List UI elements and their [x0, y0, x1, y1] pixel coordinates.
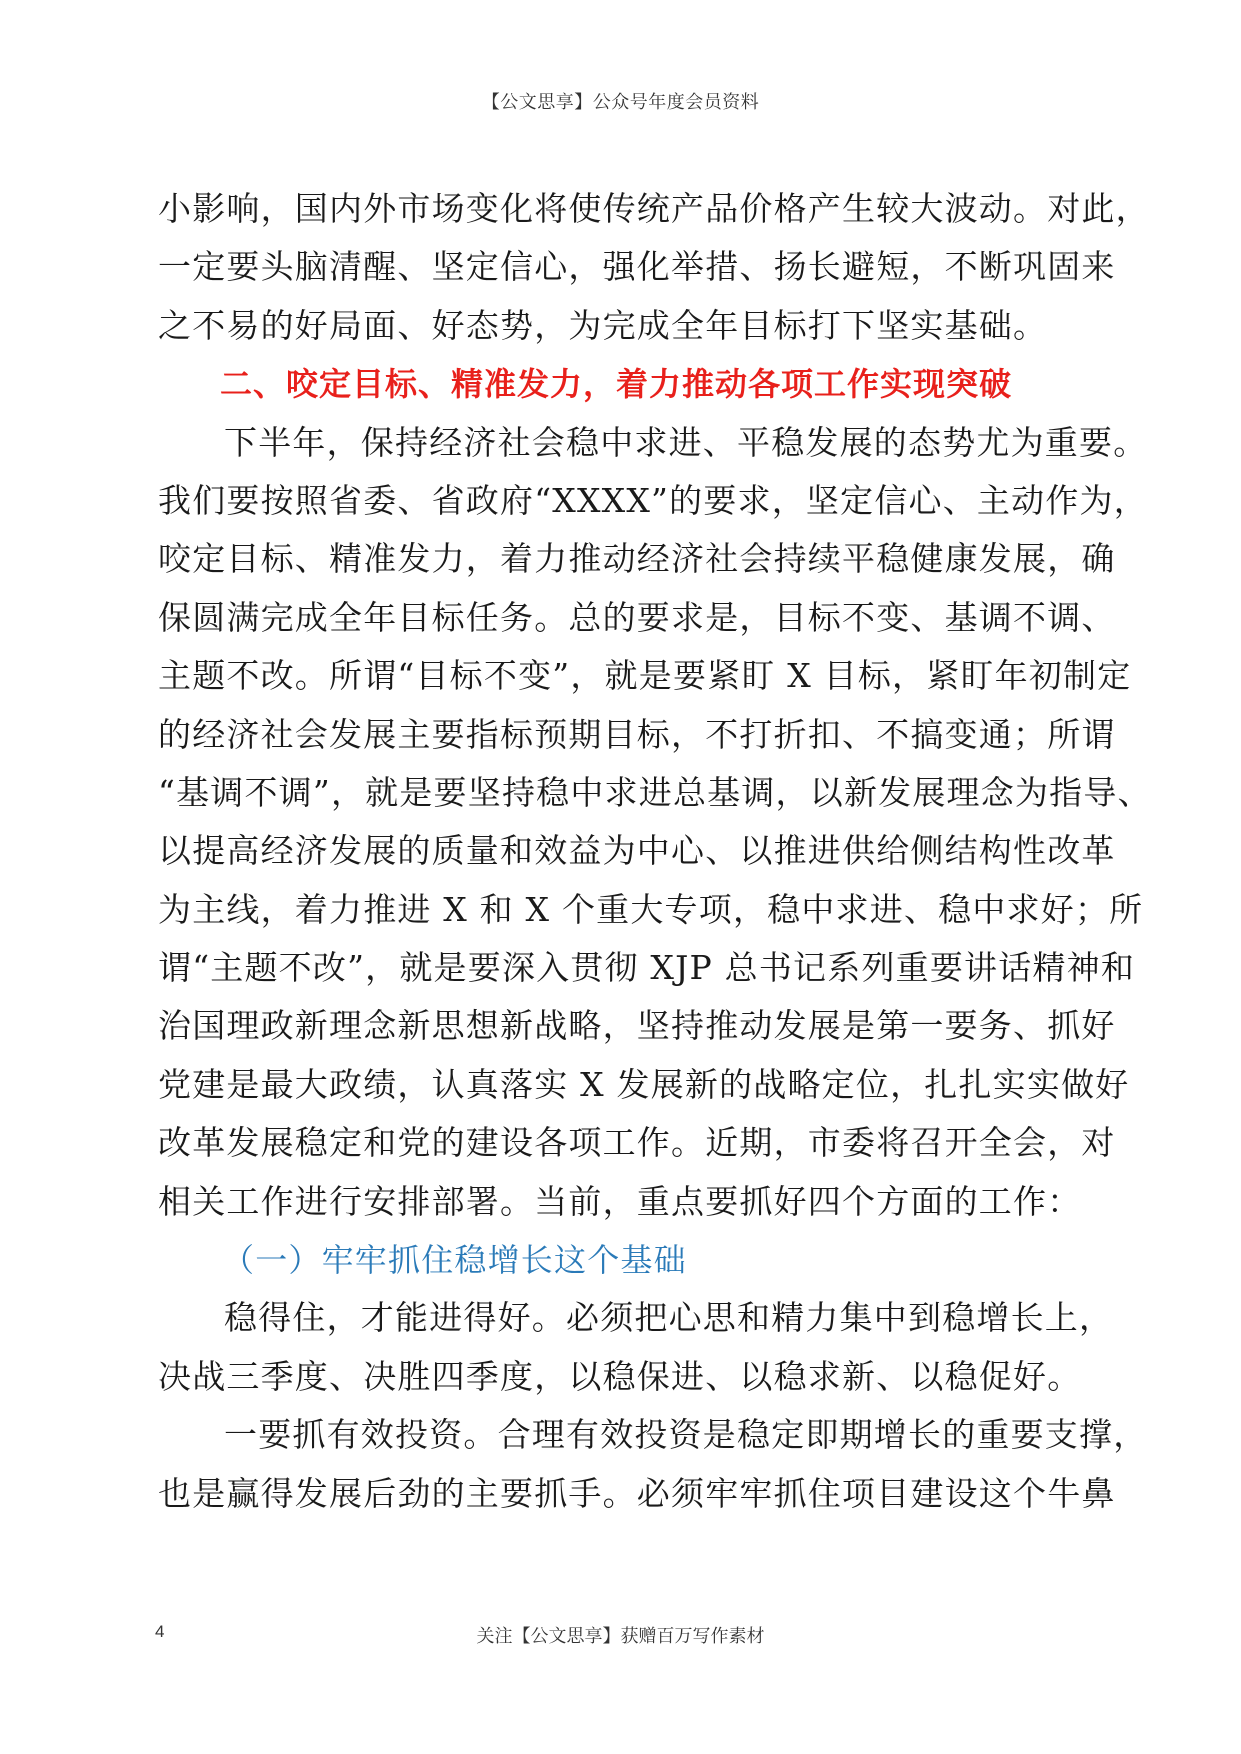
paragraph-line: 咬定目标、精准发力，着力推动经济社会持续平稳健康发展，确: [158, 539, 1116, 579]
paragraph-line: 我们要按照省委、省政府“XXXX”的要求，坚定信心、主动作为，: [158, 480, 1148, 520]
paragraph-line: 小影响，国内外市场变化将使传统产品价格产生较大波动。对此，: [158, 189, 1150, 228]
page-footer: 关注【公文思享】获赠百万写作素材: [476, 1626, 765, 1647]
paragraph-line: 保圆满完成全年目标任务。总的要求是，目标不变、基调不调、: [158, 597, 1116, 637]
page-number: 4: [155, 1622, 165, 1641]
paragraph-line: 一要抓有效投资。合理有效投资是稳定即期增长的重要支撑，: [224, 1415, 1148, 1455]
paragraph-line: 以提高经济发展的质量和效益为中心、以推进供给侧结构性改革: [158, 831, 1116, 871]
paragraph-line: 也是赢得发展后劲的主要抓手。必须牢牢抓住项目建设这个牛鼻: [158, 1473, 1116, 1513]
paragraph-line: 改革发展稳定和党的建设各项工作。近期，市委将召开全会，对: [158, 1123, 1116, 1163]
paragraph-line: 稳得住，才能进得好。必须把心思和精力集中到稳增长上，: [224, 1298, 1114, 1338]
paragraph-line: 谓“主题不改”，就是要深入贯彻 XJP 总书记系列重要讲话精神和: [158, 948, 1136, 988]
paragraph-line: “基调不调”，就是要坚持稳中求进总基调，以新发展理念为指导、: [158, 772, 1152, 812]
paragraph-line: 一定要头脑清醒、坚定信心，强化举措、扬长避短，不断巩固来: [158, 247, 1116, 287]
paragraph-line: 主题不改。所谓“目标不变”，就是要紧盯 X 目标，紧盯年初制定: [158, 656, 1132, 696]
subsection-heading: （一）牢牢抓住稳增长这个基础: [222, 1241, 687, 1280]
page-header: 【公文思享】公众号年度会员资料: [481, 92, 760, 113]
paragraph-line: 治国理政新理念新思想新战略，坚持推动发展是第一要务、抓好: [158, 1006, 1116, 1046]
paragraph-line: 之不易的好局面、好态势，为完成全年目标打下坚实基础。: [158, 305, 1048, 345]
paragraph-line: 下半年，保持经济社会稳中求进、平稳发展的态势尤为重要。: [224, 422, 1148, 462]
paragraph-line: 党建是最大政绩，认真落实 X 发展新的战略定位，扎扎实实做好: [158, 1064, 1130, 1104]
body-text-block: [158, 180, 1152, 1523]
section-heading: 二、咬定目标、精准发力，着力推动各项工作实现突破: [220, 365, 1013, 404]
paragraph-line: 相关工作进行安排部署。当前，重点要抓好四个方面的工作：: [158, 1181, 1082, 1221]
paragraph-line: 的经济社会发展主要指标预期目标，不打折扣、不搞变通；所谓: [158, 714, 1116, 754]
paragraph-line: 决战三季度、决胜四季度，以稳保进、以稳求新、以稳促好。: [158, 1356, 1082, 1396]
paragraph-line: 为主线，着力推进 X 和 X 个重大专项，稳中求进、稳中求好；所: [158, 889, 1144, 929]
